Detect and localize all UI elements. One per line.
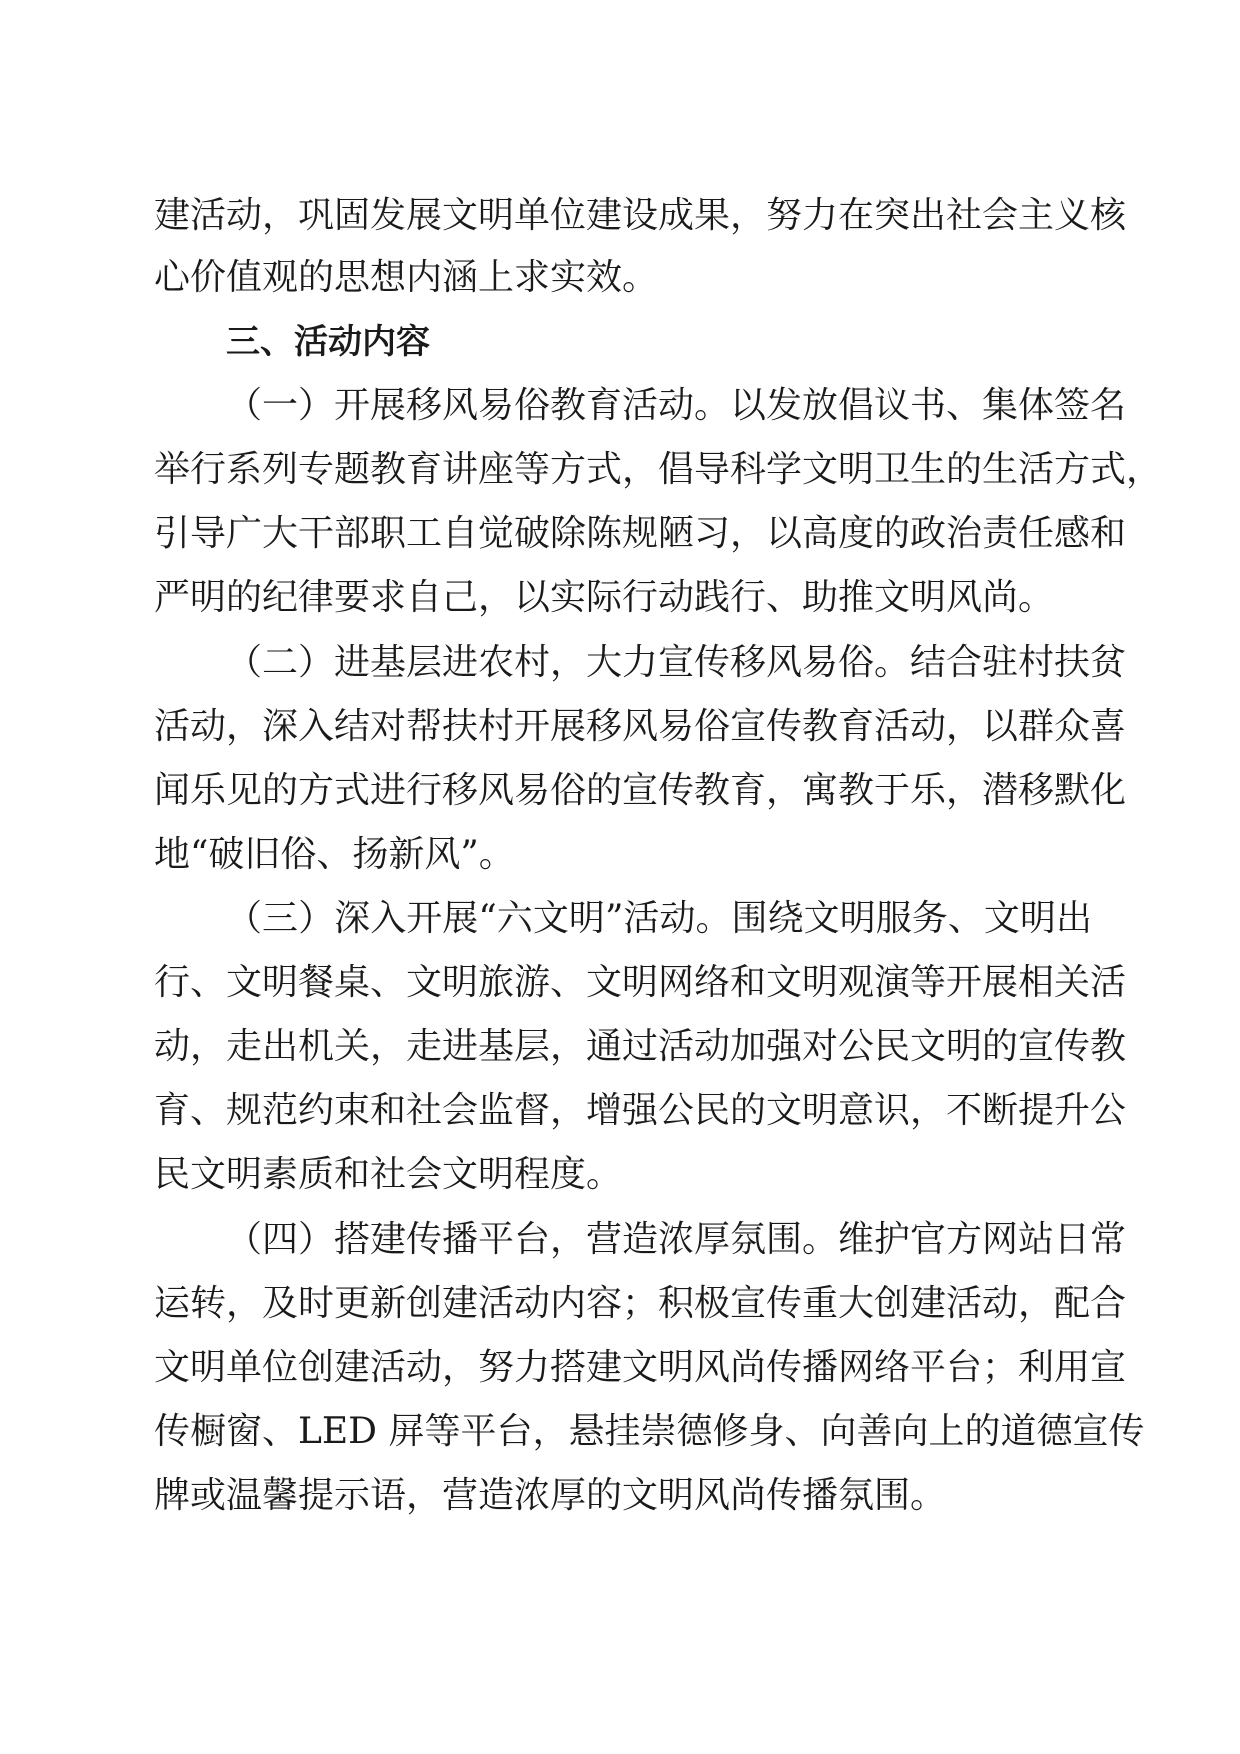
paragraph-line: 引导广大干部职工自觉破除陈规陋习，以高度的政治责任感和 [154,513,1127,554]
paragraph-line: （三）深入开展“六文明”活动。围绕文明服务、文明出 [226,898,1092,939]
paragraph-line: 严明的纪律要求自己，以实际行动践行、助推文明风尚。 [154,577,1055,618]
paragraph-line: 行、文明餐桌、文明旅游、文明网络和文明观演等开展相关活 [154,962,1127,1003]
paragraph-line: 地“破旧俗、扬新风”。 [154,834,515,875]
section-heading: 三、活动内容 [226,322,430,362]
paragraph-line: 传橱窗、LED 屏等平台，悬挂崇德修身、向善向上的道德宣传 [154,1411,1145,1452]
paragraph-line: 心价值观的思想内涵上求实效。 [154,257,659,298]
paragraph-line: （一）开展移风易俗教育活动。以发放倡议书、集体签名 [226,385,1127,426]
paragraph-line: 闻乐见的方式进行移风易俗的宣传教育，寓教于乐，潜移默化 [154,770,1127,811]
paragraph-line: 动，走出机关，走进基层，通过活动加强对公民文明的宣传教 [154,1026,1127,1067]
paragraph-line: （四）搭建传播平台，营造浓厚氛围。维护官方网站日常 [226,1219,1127,1260]
paragraph-line: 活动，深入结对帮扶村开展移风易俗宣传教育活动，以群众喜 [154,706,1127,747]
paragraph-line: 文明单位创建活动，努力搭建文明风尚传播网络平台；利用宣 [154,1347,1127,1388]
paragraph-line: （二）进基层进农村，大力宣传移风易俗。结合驻村扶贫 [226,642,1127,683]
paragraph-line: 育、规范约束和社会监督，增强公民的文明意识，不断提升公 [154,1090,1127,1131]
paragraph-line: 举行系列专题教育讲座等方式，倡导科学文明卫生的生活方式， [154,449,1163,490]
paragraph-line: 民文明素质和社会文明程度。 [154,1154,623,1195]
paragraph-line: 运转，及时更新创建活动内容；积极宣传重大创建活动，配合 [154,1283,1127,1324]
paragraph-line: 牌或温馨提示语，营造浓厚的文明风尚传播氛围。 [154,1475,947,1516]
paragraph-line: 建活动，巩固发展文明单位建设成果，努力在突出社会主义核 [154,195,1127,236]
